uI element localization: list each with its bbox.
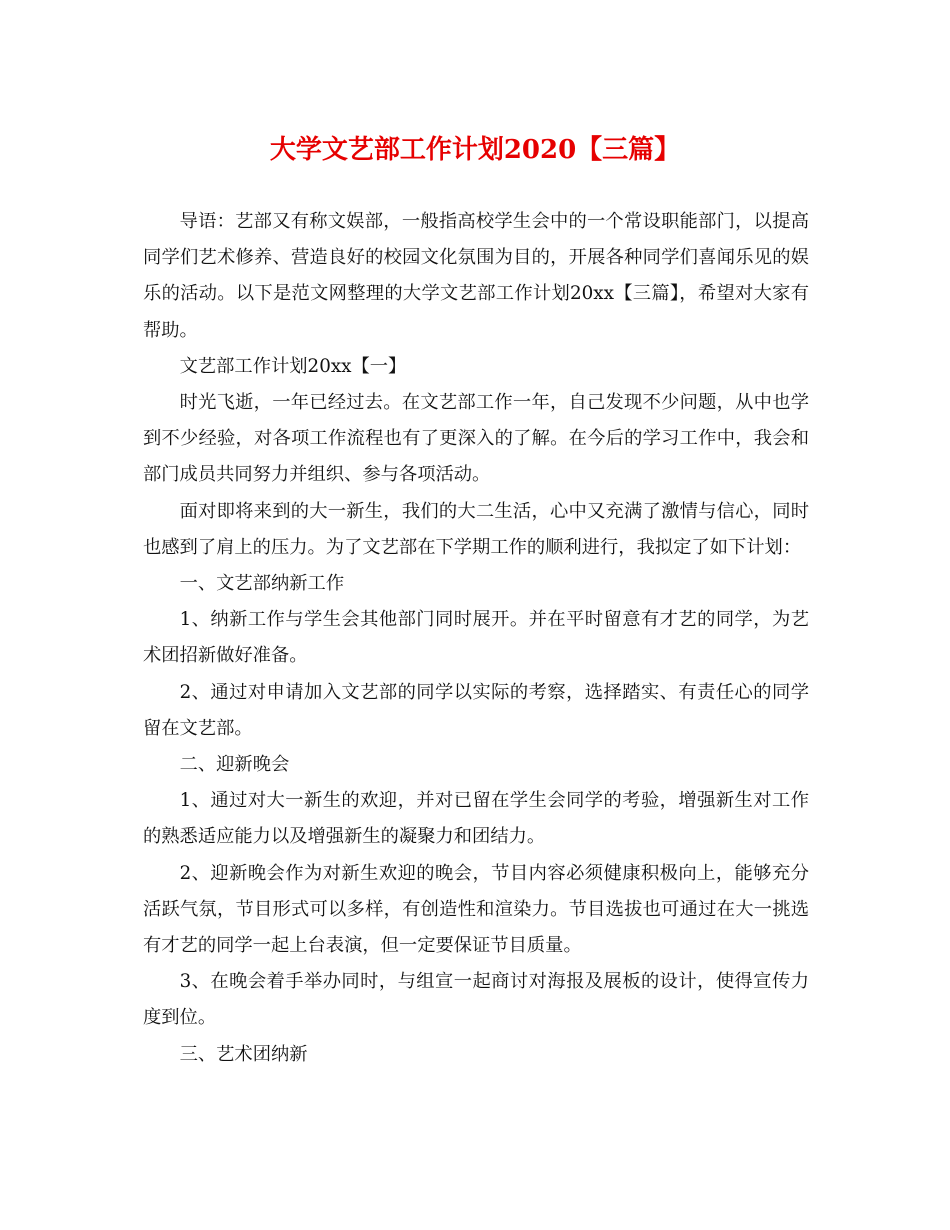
list-item: 2、迎新晚会作为对新生欢迎的晚会，节目内容必须健康积极向上，能够充分活跃气氛，节目形式可以多样，有创造性和渲染力。节目选拔也可通过在大一挑选有才艺的同学一起上台表演，但一定要保证节目质量。 [143, 862, 809, 957]
section-heading-art-troupe: 三、艺术团纳新 [179, 1043, 308, 1065]
body-paragraph: 面对即将来到的大一新生，我们的大二生活，心中又充满了激情与信心，同时也感到了肩上的压力。为了文艺部在下学期工作的顺利进行，我拟定了如下计划： [143, 500, 809, 558]
body-paragraph: 时光飞逝，一年已经过去。在文艺部工作一年，自己发现不少问题，从中也学到不少经验，对各项工作流程也有了更深入的了解。在今后的学习工作中，我会和部门成员共同努力并组织、参与各项活动。 [143, 392, 809, 486]
document-title: 大学文艺部工作计划2020【三篇】 [269, 135, 681, 165]
list-item: 1、纳新工作与学生会其他部门同时展开。并在平时留意有才艺的同学，为艺术团招新做好准备。 [143, 609, 809, 667]
list-item: 3、在晚会着手举办同时，与组宣一起商讨对海报及展板的设计，使得宣传力度到位。 [143, 971, 809, 1029]
document-body [143, 204, 809, 1073]
section-heading-recruitment: 一、文艺部纳新工作 [179, 573, 345, 595]
section-heading-welcome-party: 二、迎新晚会 [179, 754, 290, 776]
list-item: 2、通过对申请加入文艺部的同学以实际的考察，选择踏实、有责任心的同学留在文艺部。 [143, 681, 809, 739]
section-heading-plan-one: 文艺部工作计划20xx【一】 [179, 355, 407, 377]
list-item: 1、通过对大一新生的欢迎，并对已留在学生会同学的考验，增强新生对工作的熟悉适应能力以及增强新生的凝聚力和团结力。 [143, 790, 809, 848]
intro-paragraph: 导语：艺部又有称文娱部，一般指高校学生会中的一个常设职能部门，以提高同学们艺术修养、营造良好的校园文化氛围为目的，开展各种同学们喜闻乐见的娱乐的活动。以下是范文网整理的大学文艺部工作计划20xx【三篇】，希望对大家有帮助。 [143, 211, 809, 341]
